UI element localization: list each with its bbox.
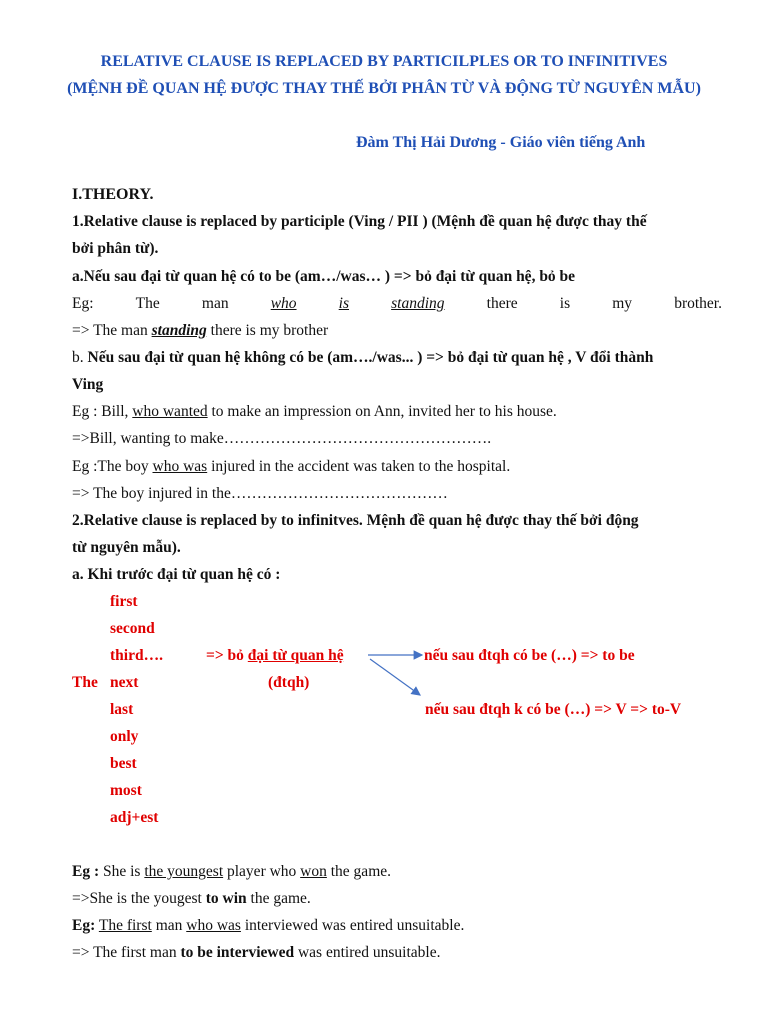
- eg5-label: Eg:: [72, 917, 96, 934]
- eg1-result-emphasis: standing: [151, 322, 207, 339]
- eg2-relative: who wanted: [132, 403, 208, 420]
- doc-title: RELATIVE CLAUSE IS REPLACED BY PARTICILPLES OR TO INFINITIVES: [100, 53, 668, 70]
- eg4-result-post: the game.: [246, 890, 311, 907]
- eg4-post: the game.: [326, 863, 392, 880]
- list-item: most: [110, 782, 142, 799]
- rule-b-text: Nếu sau đại từ quan hệ không có be (am…./was... ) => bỏ đại từ quan hệ , V đổi thành: [87, 349, 654, 366]
- eg5-result-bold: to be interviewed: [180, 944, 295, 961]
- eg1-word: brother.: [674, 295, 722, 312]
- eg5-underlined-1: The first: [98, 917, 152, 934]
- eg1-word: is: [559, 295, 571, 312]
- list-item: only: [110, 728, 139, 745]
- eg3-pre: Eg :The boy: [72, 458, 153, 475]
- the-label: The: [72, 674, 98, 691]
- eg4-underlined-2: won: [300, 863, 327, 880]
- eg1-word: man: [201, 295, 229, 312]
- abbreviation: (đtqh): [268, 674, 310, 691]
- eg2-post: to make an impression on Ann, invited her to his house.: [207, 403, 557, 420]
- list-item: next: [110, 674, 139, 691]
- example-4-result: [72, 889, 311, 909]
- eg1-word: my: [612, 295, 633, 312]
- section-heading: I.THEORY.: [72, 186, 154, 203]
- eg5-result-post: was entired unsuitable.: [294, 944, 441, 961]
- branch-without-be: nếu sau đtqh k có be (…) => V => to-V: [425, 701, 682, 718]
- eg1-word-relative: standing: [391, 295, 445, 312]
- example-3-result: => The boy injured in the……………………………………: [72, 485, 448, 502]
- eg3-post: injured in the accident was taken to the hospital.: [207, 458, 511, 475]
- eg2-pre: Eg : Bill,: [72, 403, 133, 420]
- list-item: best: [110, 755, 137, 772]
- rule-b-line2: Ving: [72, 376, 104, 393]
- rule-b-prefix: b.: [72, 349, 88, 366]
- example-5-result: [72, 943, 440, 963]
- eg1-word-relative: who: [270, 295, 297, 312]
- eg1-result-pre: => The man: [72, 322, 152, 339]
- list-item: third….: [110, 647, 163, 664]
- rule-a: a.Nếu sau đại từ quan hệ có to be (am…/was… ) => bỏ đại từ quan hệ, bỏ be: [72, 268, 576, 285]
- arrow-down: [370, 659, 420, 695]
- eg4-result-pre: =>She is the yougest: [72, 890, 206, 907]
- list-item: second: [110, 620, 155, 637]
- eg1-result-post: there is my brother: [206, 322, 329, 339]
- eg1-word: The: [135, 295, 160, 312]
- list-item: last: [110, 701, 134, 718]
- example-5: [72, 916, 464, 936]
- example-2-result: =>Bill, wanting to make…………………………………………….: [72, 430, 492, 447]
- branch-with-be: nếu sau đtqh có be (…) => to be: [424, 647, 635, 664]
- section1-title-line1: 1.Relative clause is replaced by participle (Ving / PII ) (Mệnh đề quan hệ được thay thế: [72, 213, 647, 230]
- eg4-label: Eg :: [72, 863, 100, 880]
- eg5-post: interviewed was entired unsuitable.: [240, 917, 465, 934]
- eg4-pre: She is: [99, 863, 145, 880]
- list-item: adj+est: [110, 809, 159, 826]
- list-item: first: [110, 593, 138, 610]
- remove-pre: => bỏ: [206, 647, 248, 664]
- eg1-word-relative: is: [338, 295, 350, 312]
- example-4: [72, 862, 391, 882]
- eg4-underlined-1: the youngest: [144, 863, 224, 880]
- section1-title-line2: bởi phân từ).: [72, 240, 159, 257]
- section2-a: a. Khi trước đại từ quan hệ có :: [72, 566, 281, 583]
- section2-title-line1: 2.Relative clause is replaced by to infinitves. Mệnh đề quan hệ được thay thế bởi động: [72, 512, 639, 529]
- doc-subtitle: (MỆNH ĐỀ QUAN HỆ ĐƯỢC THAY THẾ BỞI PHÂN TỪ VÀ ĐỘNG TỪ NGUYÊN MẪU): [67, 80, 701, 97]
- eg5-result-pre: => The first man: [72, 944, 181, 961]
- remove-underlined: đại từ quan hệ: [247, 647, 344, 664]
- doc-author: Đàm Thị Hải Dương - Giáo viên tiếng Anh: [356, 134, 646, 151]
- eg4-mid: player who: [223, 863, 301, 880]
- eg1-word: Eg:: [72, 295, 94, 312]
- eg4-result-bold: to win: [205, 890, 247, 907]
- eg5-mid: man: [151, 917, 187, 934]
- eg3-relative: who was: [152, 458, 208, 475]
- eg1-word: there: [486, 295, 518, 312]
- eg5-underlined-2: who was: [186, 917, 241, 934]
- section2-title-line2: từ nguyên mẫu).: [72, 539, 181, 556]
